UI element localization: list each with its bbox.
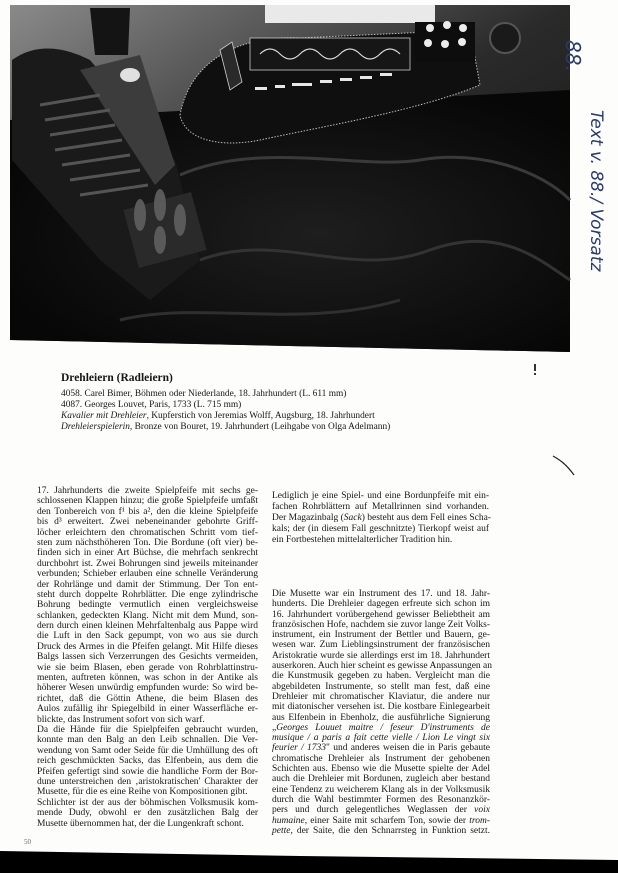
exclamation-mark bbox=[530, 360, 550, 380]
text-line bbox=[272, 661, 493, 672]
text-segment: Balgs lassen sich Verzerrungen des Gesichts vermeiden, bbox=[37, 652, 258, 663]
text-line bbox=[37, 590, 258, 600]
text-line bbox=[272, 816, 490, 826]
artwork-title: Drehleierspielerin bbox=[61, 422, 130, 432]
text-segment: menten, auftreten können, was schon in der Antike als bbox=[37, 673, 258, 684]
text-segment: mit diatonischer versehen ist. Die kostbare Einlegearbeit bbox=[272, 702, 490, 713]
text-line bbox=[272, 733, 490, 743]
text-line bbox=[37, 715, 258, 725]
italic-text: Sack bbox=[343, 513, 362, 523]
text-line bbox=[272, 723, 490, 733]
text-segment: französischen Hofe, nachdem sie zuvor lange Zeit Volks- bbox=[272, 619, 490, 630]
text-segment: durchbohrt ist. Zwei Bohrungen sind jeweils miteinander bbox=[37, 558, 258, 569]
caption-text: 4087. Georges Louvet, Paris, 1733 (L. 715 mm) bbox=[61, 400, 242, 410]
text-line bbox=[272, 713, 490, 723]
text-line bbox=[37, 631, 258, 641]
text-segment: pers und durch gelegentliches Weglassen der bbox=[272, 805, 475, 816]
text-segment: Aristokratie wurde sie allerdings erst im 18. Jahrhundert bbox=[272, 650, 490, 661]
text-segment: aus Elfenbein in Ebenholz, die ausführliche Signierung bbox=[272, 712, 490, 723]
text-segment: Aulos zufällig ihr Spiegelbild in einer Wasserfläche er- bbox=[37, 704, 258, 715]
text-segment: Druck des Armes in die Pfeifen gelangt. Mit Hilfe dieses bbox=[37, 641, 258, 652]
text-segment: Musette, für die es eine Reihe von Kompositionen gibt. bbox=[37, 787, 248, 798]
italic-text: trom- bbox=[469, 815, 490, 826]
text-segment: konnte man den Balg an den Leib schnallen. Die Ver- bbox=[37, 735, 258, 746]
text-line bbox=[272, 513, 489, 524]
text-segment: hunderts. Die Drehleier dagegen erfreute sich schon im bbox=[272, 599, 490, 610]
right-column-bottom-text bbox=[272, 589, 493, 836]
text-segment: den Tonbereich von f¹ bis a², den die kleine Spielpfeife bbox=[37, 506, 258, 517]
text-line bbox=[272, 491, 489, 502]
text-segment: fachen Rohrblättern auf Metallrinnen sind vorhanden. bbox=[272, 502, 489, 512]
caption-text: 4058. Carel Bimer, Böhmen oder Niederlande, 18. Jahrhundert (L. 611 mm) bbox=[61, 389, 347, 399]
text-line bbox=[37, 819, 258, 829]
text-line bbox=[37, 538, 258, 548]
hurdy-gurdy-photograph bbox=[0, 0, 618, 360]
text-line bbox=[37, 756, 258, 766]
text-segment: chromatische Drehleier als Instrument der gehobenen bbox=[272, 753, 490, 764]
text-line bbox=[272, 610, 490, 620]
italic-text: musique / a paris a fait cette vielle / Lion Le vingt six bbox=[272, 733, 490, 744]
text-segment: löcher erleichtern den chromatischen Schritt vom tief- bbox=[37, 527, 258, 538]
italic-text: feurier / 1733 bbox=[272, 743, 327, 754]
text-segment: auserkoren. Auch hier scheint es gewisse Anpassungen an bbox=[272, 661, 493, 672]
text-segment: Bohrung bedingte vermutlich einen vergleichsweise bbox=[37, 600, 258, 611]
text-segment: bis d³ erweitert. Zwei nebeneinander gebohrte Griff- bbox=[37, 517, 258, 528]
text-line bbox=[37, 683, 258, 693]
caption-line bbox=[61, 400, 481, 411]
text-segment: , einer Saite mit scharfem Ton, sowie der bbox=[304, 815, 470, 826]
text-segment: schlossenen Klappen hinzu; die große Spielpfeife umfaßt bbox=[37, 496, 258, 507]
pen-stroke-mark bbox=[550, 450, 580, 490]
text-segment: höherer Wesen unwürdig empfunden wurde: So wird be- bbox=[37, 683, 258, 694]
caption-lines bbox=[61, 389, 481, 433]
text-line bbox=[37, 798, 258, 808]
text-line bbox=[37, 735, 258, 745]
text-line bbox=[37, 611, 258, 621]
text-line bbox=[37, 767, 258, 777]
text-line bbox=[272, 535, 489, 546]
caption-line bbox=[61, 422, 481, 433]
text-line bbox=[37, 621, 258, 631]
text-segment: blickte, das Instrument sofort von sich warf. bbox=[37, 714, 205, 725]
text-line bbox=[37, 548, 258, 558]
text-segment: ein Fortbestehen mittelalterlicher Tradition hin. bbox=[272, 535, 453, 545]
text-line bbox=[37, 580, 258, 590]
text-segment: schlanken, gedeckten Klang. Nicht mit dem Mund, son- bbox=[37, 610, 258, 621]
text-line bbox=[272, 805, 490, 815]
text-line bbox=[37, 642, 258, 652]
text-line bbox=[37, 517, 258, 527]
text-segment: wie sie beim Blasen, eben gerade von Rohrblattinstru- bbox=[37, 662, 258, 673]
text-segment: die Luft in den Sack gepumpt, von wo aus sie durch bbox=[37, 631, 258, 642]
text-segment: wendung von Samt oder Seide für die Umhüllung des oft bbox=[37, 745, 258, 756]
text-line bbox=[37, 746, 258, 756]
scan-edge-shadow bbox=[0, 846, 618, 873]
text-line bbox=[37, 569, 258, 579]
text-segment: auch die Drehleier mit Bordunen, zugleich aber bestand bbox=[272, 774, 490, 785]
caption-title: Drehleiern (Radleiern) bbox=[61, 372, 173, 384]
text-segment: " und anderes weisen die in Paris gebaute bbox=[326, 743, 490, 754]
text-segment: Der Magazinbalg ( bbox=[272, 513, 344, 523]
text-line bbox=[272, 826, 490, 836]
text-segment: wesen war. Zum Lieblingsinstrument der französischen bbox=[272, 640, 490, 651]
text-line bbox=[37, 694, 258, 704]
text-line bbox=[37, 663, 258, 673]
caption-line bbox=[61, 389, 481, 400]
text-line bbox=[272, 702, 490, 712]
text-segment: „ bbox=[272, 722, 277, 733]
text-segment: abgebildeten Instrumente, so stellt man fest, daß eine bbox=[272, 681, 490, 692]
text-line bbox=[37, 486, 258, 496]
handwritten-number: 88. bbox=[561, 40, 585, 72]
text-line bbox=[272, 795, 490, 805]
text-segment: kals; der (in diesem Fall geschnitzte) Tierkopf weist auf bbox=[272, 524, 489, 534]
text-line bbox=[272, 640, 490, 650]
text-segment: dern durch einen kleinen Mehrfaltenbalg aus Pappe wird bbox=[37, 621, 258, 632]
text-line bbox=[37, 528, 258, 538]
left-column-text bbox=[37, 486, 258, 829]
text-line bbox=[37, 673, 258, 683]
handwritten-note: Text v. 88./ Vorsatz bbox=[586, 110, 606, 272]
figure-caption bbox=[61, 372, 481, 433]
text-line bbox=[37, 704, 258, 714]
page-number: 50 bbox=[24, 838, 31, 846]
text-segment: Schlichter ist der aus der böhmischen Volksmusik kom- bbox=[37, 797, 258, 808]
italic-text: pette bbox=[272, 825, 291, 836]
text-line bbox=[37, 652, 258, 662]
text-segment: Musette übernommen hat, der die Lungenkraft schont. bbox=[37, 818, 244, 829]
text-segment: Pfeifen gefertigt sind sowie die handliche Form der Bor- bbox=[37, 766, 258, 777]
text-line bbox=[37, 725, 258, 735]
italic-text: humaine bbox=[272, 815, 305, 826]
text-segment: Die Musette war ein Instrument des 17. und 18. Jahr- bbox=[272, 589, 490, 599]
caption-line bbox=[61, 411, 481, 422]
text-line bbox=[37, 787, 258, 797]
text-segment: , der Saite, die den Schnarrsteg in Funktion setzt. bbox=[290, 825, 490, 836]
text-segment: Drehleier mit chromatischer Klaviatur, die andere nur bbox=[272, 691, 490, 702]
text-line bbox=[272, 743, 490, 753]
text-segment: der Rohrlänge und damit der Stimmung. Der Ton ent- bbox=[37, 579, 258, 590]
text-line bbox=[37, 496, 258, 506]
text-segment: steht durch doppelte Rohrblätter. Die enge zylindrische bbox=[37, 589, 258, 600]
text-line bbox=[272, 589, 490, 599]
text-line bbox=[37, 808, 258, 818]
caption-text: , Kupferstich von Jeremias Wolff, Augsburg, 18. Jahrhundert bbox=[146, 411, 375, 421]
text-line bbox=[37, 507, 258, 517]
text-segment: instrument, ein Instrument der Bettler und Bauern, ge- bbox=[272, 630, 490, 641]
text-segment: Da die Hände für die Spielpfeifen gebraucht wurden, bbox=[37, 724, 258, 735]
italic-text: Georges Louuet maitre / feseur D'instruments de bbox=[276, 722, 490, 733]
right-column-top-text bbox=[272, 491, 489, 546]
text-segment: mende Dudy, obwohl er den zusätzlichen Balg der bbox=[37, 808, 258, 819]
text-line bbox=[272, 651, 490, 661]
italic-text: voix bbox=[474, 805, 490, 816]
text-segment: dune unterstreichen den ‚aristokratischen' Charakter der bbox=[37, 776, 258, 787]
text-line bbox=[272, 599, 490, 609]
text-segment: Schichten aus. Ebenso wie die Musette spielte der Adel bbox=[272, 764, 490, 775]
text-line bbox=[272, 524, 489, 535]
text-segment: richtet, daß die Göttin Athene, die beim Blasen des bbox=[37, 693, 258, 704]
text-line bbox=[272, 630, 490, 640]
text-line bbox=[37, 559, 258, 569]
text-line bbox=[272, 774, 490, 784]
text-segment: verbunden; Schieber erlauben eine schnelle Veränderung bbox=[37, 569, 258, 580]
text-segment: finden sich in einer Art Büchse, die mehrfach senkrecht bbox=[37, 548, 258, 559]
caption-text: , Bronze von Bouret, 19. Jahrhundert (Leihgabe von Olga Adelmann) bbox=[129, 422, 391, 432]
text-line bbox=[272, 692, 490, 702]
text-line bbox=[37, 600, 258, 610]
text-line bbox=[272, 671, 490, 681]
text-line bbox=[272, 764, 490, 774]
text-segment: ) besteht aus dem Fell eines Scha- bbox=[361, 513, 491, 523]
text-line bbox=[272, 682, 490, 692]
text-segment: eine Tendenz zu weicherem Klang als in der Volksmusik bbox=[272, 784, 490, 795]
text-line bbox=[37, 777, 258, 787]
text-segment: reich geschmückten Sacks, das Elfenbein, aus dem die bbox=[37, 756, 258, 767]
text-segment: Lediglich je eine Spiel- und eine Bordunpfeife mit ein- bbox=[272, 491, 489, 501]
text-segment: 16. Jahrhundert vorübergehend gewisser Beliebtheit am bbox=[272, 609, 490, 620]
artwork-title: Kavalier mit Drehleier bbox=[61, 411, 147, 421]
text-line bbox=[272, 785, 490, 795]
text-segment: 17. Jahrhunderts die zweite Spielpfeife mit sechs ge- bbox=[37, 486, 258, 496]
text-line bbox=[272, 754, 490, 764]
text-line bbox=[272, 620, 490, 630]
text-segment: die Kunstmusik gegeben zu haben. Vergleicht man die bbox=[272, 671, 490, 682]
text-segment: durch die Wahl bestimmter Formen des Resonanzkör- bbox=[272, 794, 490, 805]
text-line bbox=[272, 502, 489, 513]
text-segment: sten zum nächsthöheren Ton. Die Bordune (oft vier) be- bbox=[37, 537, 258, 548]
